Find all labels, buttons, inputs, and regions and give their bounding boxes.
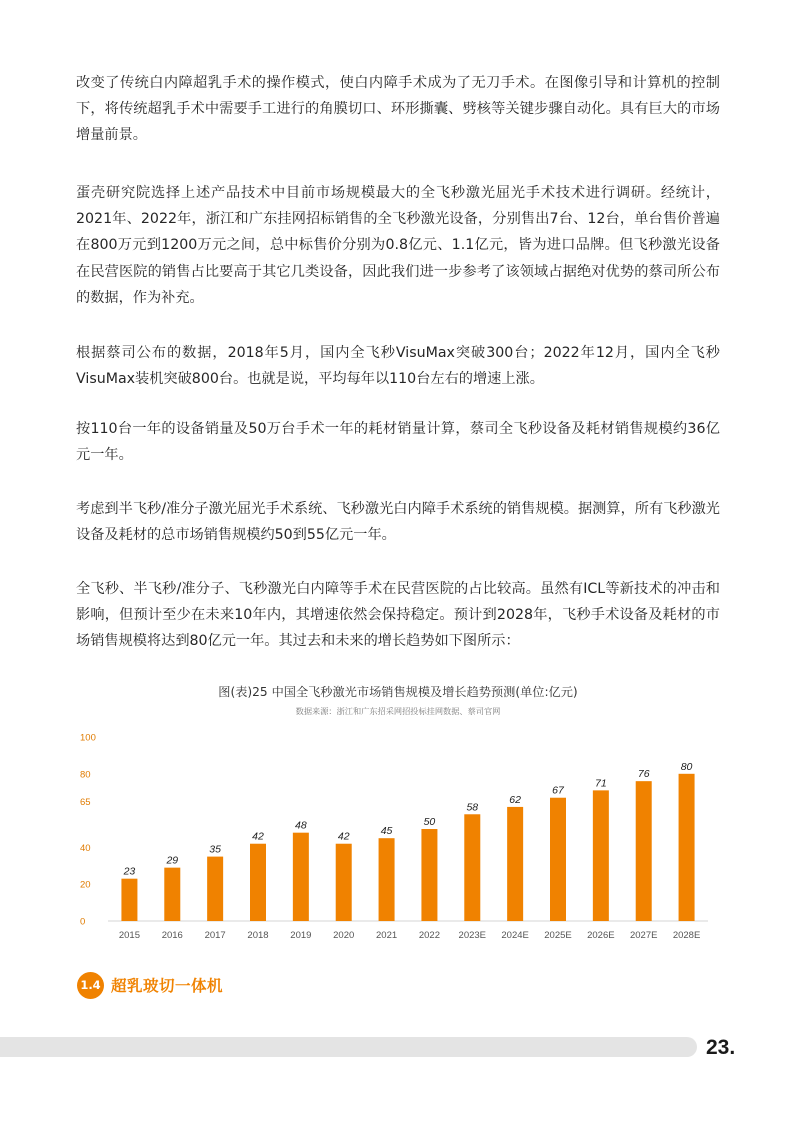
bar-value-label: 58 (466, 801, 479, 814)
x-tick-label: 2027E (629, 930, 658, 941)
bar (379, 838, 395, 921)
footer-bar (0, 1037, 697, 1057)
x-tick-label: 2015 (118, 930, 140, 941)
y-tick-label: 0 (80, 916, 86, 928)
chart-source: 数据来源：浙江和广东招采网招投标挂网数据、蔡司官网 (295, 706, 501, 716)
bar-value-label: 48 (295, 819, 307, 832)
bar (550, 798, 566, 921)
bar (421, 829, 437, 921)
bar-value-label: 29 (166, 854, 179, 867)
section-title: 超乳玻切一体机 (111, 977, 224, 995)
paragraph-5: 考虑到半飞秒/准分子激光屈光手术系统、飞秒激光白内障手术系统的销售规模。据测算，所有飞秒激光设备及耗材的总市场销售规模约50到55亿元一年。 (76, 501, 720, 544)
bar (636, 781, 652, 921)
paragraph-6: 全飞秒、半飞秒/准分子、飞秒激光白内障等手术在民营医院的占比较高。虽然有ICL等新技术的冲击和影响，但预计至少在未来10年内，其增速依然会保持稳定。预计到2028年，飞秒手术设备及耗材的市场销售规模将达到80亿元一年。其过去和未来的增长趋势如下图所示： (76, 581, 720, 650)
bar-value-label: 67 (552, 784, 564, 797)
bar-value-label: 45 (380, 825, 393, 838)
bar (121, 879, 137, 921)
page-number: 23. (706, 1036, 736, 1059)
x-tick-label: 2024E (501, 930, 529, 941)
y-tick-label: 40 (80, 842, 91, 854)
bar-value-label: 62 (509, 793, 521, 806)
x-tick-label: 2018 (247, 930, 269, 941)
x-tick-label: 2022 (418, 930, 440, 941)
x-tick-label: 2017 (204, 930, 226, 941)
x-tick-label: 2020 (333, 930, 355, 941)
x-tick-label: 2019 (290, 930, 312, 941)
paragraph-1: 改变了传统白内障超乳手术的操作模式，使白内障手术成为了无刀手术。在图像引导和计算机的控制下，将传统超乳手术中需要手工进行的角膜切口、环形撕囊、劈核等关键步骤自动化。具有巨大的市场增量前景。 (76, 75, 720, 144)
x-tick-label: 2025E (544, 930, 572, 941)
bar-value-label: 42 (252, 830, 264, 843)
bar (464, 814, 480, 921)
bar-chart (76, 726, 716, 948)
bar (679, 774, 695, 921)
bar (293, 833, 309, 921)
x-tick-label: 2026E (587, 930, 615, 941)
bar (164, 868, 180, 921)
bar (207, 857, 223, 921)
bar-value-label: 71 (595, 777, 607, 790)
bar-value-label: 80 (680, 760, 693, 773)
bar-value-label: 50 (423, 816, 436, 828)
bar-value-label: 35 (209, 843, 221, 856)
y-tick-label: 65 (80, 796, 91, 808)
section-number-badge: 1.4 (77, 972, 104, 999)
paragraph-3: 根据蔡司公布的数据，2018年5月，国内全飞秒VisuMax突破300台；2022年12月，国内全飞秒VisuMax装机突破800台。也就是说，平均每年以110台左右的增速上涨。 (76, 345, 720, 388)
bar (507, 807, 523, 921)
bar-value-label: 23 (123, 865, 136, 878)
chart-title: 图(表)25 中国全飞秒激光市场销售规模及增长趋势预测(单位:亿元) (218, 685, 578, 699)
x-tick-label: 2016 (161, 930, 183, 941)
bar (336, 844, 352, 921)
bar-value-label: 42 (337, 830, 350, 843)
y-tick-label: 20 (80, 879, 91, 891)
y-tick-label: 100 (80, 732, 96, 744)
bar (250, 844, 266, 921)
x-tick-label: 2023E (458, 930, 487, 941)
paragraph-2: 蛋壳研究院选择上述产品技术中目前市场规模最大的全飞秒激光屈光手术技术进行调研。经统计，2021年、2022年，浙江和广东挂网招标销售的全飞秒激光设备，分别售出7台、12台，单台售价普遍在800万元到1200万元之间，总中标售价分别为0.8亿元、1.1亿元，皆为进口品牌。但飞秒激光设备在民营医院的销售占比要高于其它几类设备，因此我们进一步参考了该领域占据绝对优势的蔡司所公布的数据，作为补充。 (76, 185, 720, 306)
bar-value-label: 76 (637, 768, 650, 781)
bar (593, 790, 609, 921)
section-heading (77, 970, 223, 1000)
x-tick-label: 2028E (672, 930, 701, 941)
paragraph-4: 按110台一年的设备销量及50万台手术一年的耗材销量计算，蔡司全飞秒设备及耗材销售规模约36亿元一年。 (76, 421, 720, 464)
x-tick-label: 2021 (376, 930, 398, 941)
y-tick-label: 80 (80, 769, 91, 781)
